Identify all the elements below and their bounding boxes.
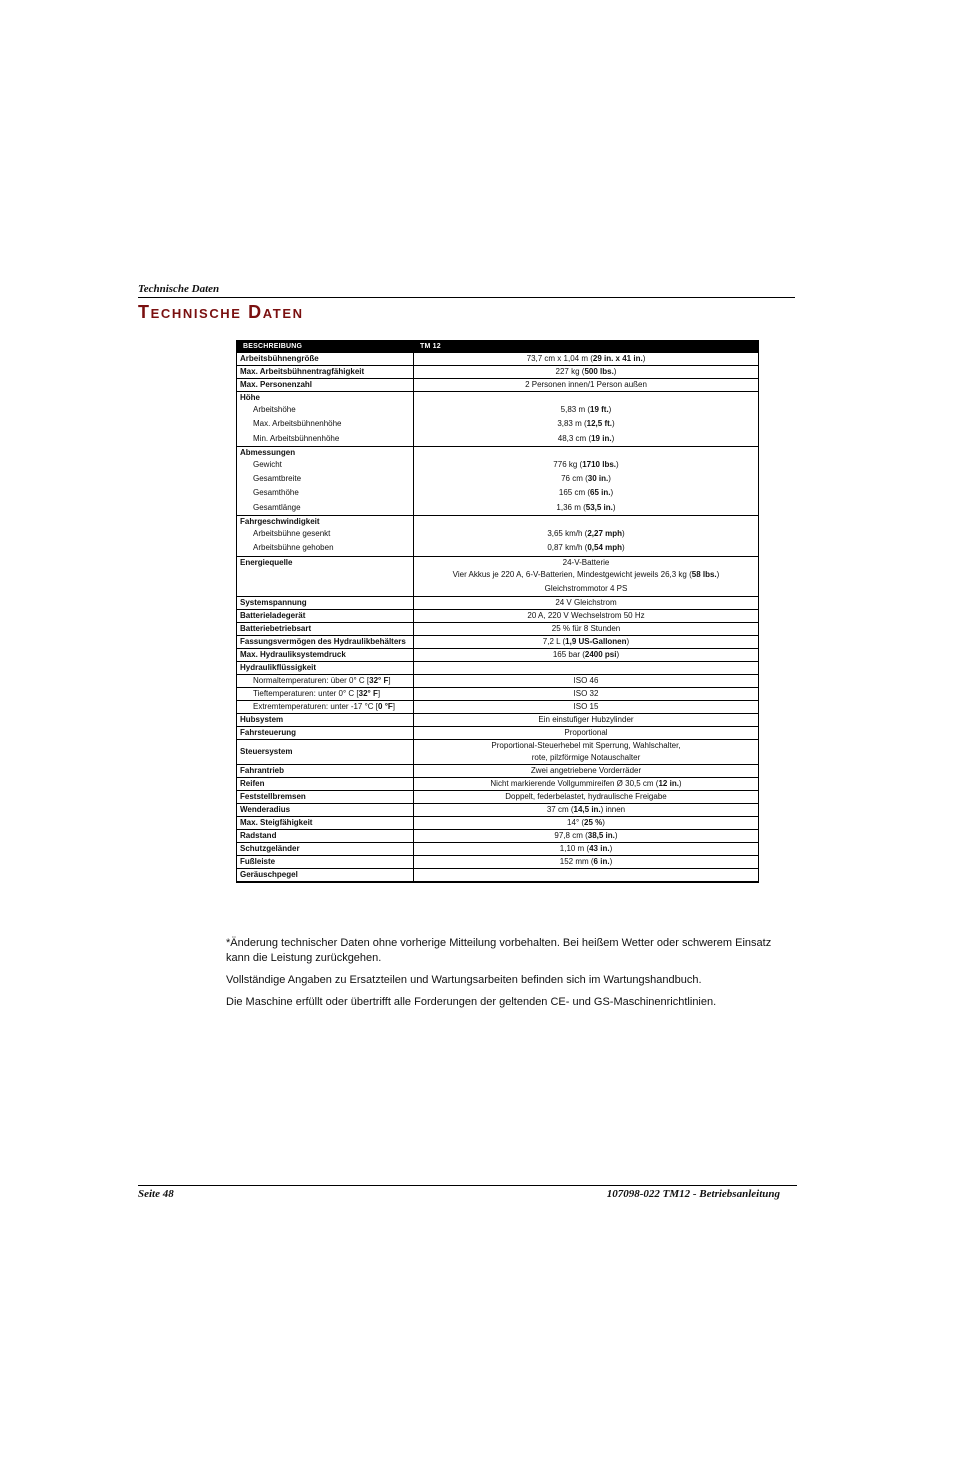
group-labels (237, 446, 414, 515)
group-values (414, 392, 759, 447)
row-value: 227 kg (500 lbs.) (414, 366, 759, 379)
row-value: 1,10 m (43 in.) (414, 843, 759, 856)
group-labels (237, 392, 414, 447)
note-paragraph: Die Maschine erfüllt oder übertrifft alle Forderungen der geltenden CE- und GS-Maschinenrichtlinien. (226, 996, 717, 1008)
row-label: Feststellbremsen (237, 791, 414, 804)
sub-value: 776 kg (1710 lbs.) (553, 459, 619, 469)
row-value: 24 V Gleichstrom (414, 597, 759, 610)
row-label: Steuersystem (237, 740, 414, 765)
row-value: 97,8 cm (38,5 in.) (414, 830, 759, 843)
sub-value: 3,83 m (12,5 ft.) (557, 419, 615, 429)
sub-value: 165 cm (65 in.) (558, 488, 614, 498)
table-row (237, 662, 759, 675)
row-value: 14° (25 %) (414, 817, 759, 830)
row-label: Max. Steigfähigkeit (237, 817, 414, 830)
row-label: Wenderadius (237, 804, 414, 817)
table-row (237, 623, 759, 636)
row-label: Max. Hydrauliksystemdruck (237, 649, 414, 662)
sub-value: 5,83 m (19 ft.) (560, 405, 612, 414)
table-row (237, 778, 759, 791)
sub-label: Gesamtlänge (253, 502, 301, 512)
group-values (414, 516, 759, 557)
group-label: Energiequelle (240, 557, 293, 567)
table-row (237, 379, 759, 392)
row-label: Radstand (237, 830, 414, 843)
row-label: Batterieladegerät (237, 610, 414, 623)
document-id: 107098-022 TM12 - Betriebsanleitung (606, 1188, 780, 1200)
table-row (237, 701, 759, 714)
row-value: 2 Personen innen/1 Person außen (414, 379, 759, 392)
sub-label: Max. Arbeitsbühnenhöhe (253, 419, 342, 429)
table-row-group-fahrgeschwindigkeit (237, 516, 759, 557)
sub-label: Arbeitsbühne gesenkt (253, 529, 331, 539)
header-description: BESCHREIBUNG (237, 341, 414, 353)
row-value: Doppelt, federbelastet, hydraulische Freigabe (414, 791, 759, 804)
sub-value: 1,36 m (53,5 in.) (556, 502, 616, 512)
row-value: 165 bar (2400 psi) (414, 649, 759, 662)
sub-label: Arbeitsbühne gehoben (253, 543, 334, 553)
group-values (414, 446, 759, 515)
page-number: Seite 48 (138, 1188, 174, 1200)
note-paragraph: *Änderung technischer Daten ohne vorherige Mitteilung vorbehalten. Bei heißem Wetter oder schwerem Einsatz kann die Leistung zurückgehen. (226, 937, 772, 964)
table-row (237, 675, 759, 688)
row-value (414, 662, 759, 675)
table-row (237, 791, 759, 804)
row-value: ISO 46 (414, 675, 759, 688)
table-row-group-hoehe (237, 392, 759, 447)
page-footer (138, 1185, 797, 1200)
row-label: Reifen (237, 778, 414, 791)
sub-value: Vier Akkus je 220 A, 6-V-Batterien, Mindestgewicht jeweils 26,3 kg (58 lbs.) (452, 569, 720, 579)
row-value: Zwei angetriebene Vorderräder (414, 765, 759, 778)
running-head: Technische Daten (138, 283, 795, 298)
row-label: Fußleiste (237, 856, 414, 869)
row-value: Ein einstufiger Hubzylinder (414, 714, 759, 727)
sub-value: rote, pilzförmige Notauschalter (531, 753, 641, 763)
table-row (237, 353, 759, 366)
table-row (237, 366, 759, 379)
table-row-group-energiequelle (237, 556, 759, 597)
section-title: Technische Daten (138, 302, 304, 322)
sub-value: 24-V-Batterie (562, 557, 610, 567)
note-paragraph: Vollständige Angaben zu Ersatzteilen und Wartungsarbeiten befinden sich im Wartungshandbuch. (226, 974, 702, 986)
group-label: Fahrgeschwindigkeit (240, 517, 320, 527)
row-label: Batteriebetriebsart (237, 623, 414, 636)
table-row-steuersystem (237, 740, 759, 765)
row-value: Proportional (414, 727, 759, 740)
row-label: Normaltemperaturen: über 0° C [32° F] (237, 675, 414, 688)
row-label: Hubsystem (237, 714, 414, 727)
table-row (237, 610, 759, 623)
row-label: Arbeitsbühnengröße (237, 353, 414, 366)
row-label: Schutzgeländer (237, 843, 414, 856)
row-label: Fahrsteuerung (237, 727, 414, 740)
row-label: Max. Arbeitsbühnentragfähigkeit (237, 366, 414, 379)
row-label: Extremtemperaturen: unter -17 °C [0 °F] (237, 701, 414, 714)
sub-value: 3,65 km/h (2,27 mph) (547, 529, 625, 539)
table-header-row (237, 341, 759, 353)
table-row (237, 636, 759, 649)
row-value: 20 A, 220 V Wechselstrom 50 Hz (414, 610, 759, 623)
table-row (237, 869, 759, 883)
table-row (237, 804, 759, 817)
table-row (237, 843, 759, 856)
group-values (414, 556, 759, 597)
row-value: ISO 32 (414, 688, 759, 701)
group-labels (237, 516, 414, 557)
row-value: ISO 15 (414, 701, 759, 714)
group-labels (237, 556, 414, 597)
sub-value: Gleichstrommotor 4 PS (544, 583, 628, 593)
table-row (237, 714, 759, 727)
row-label: Fassungsvermögen des Hydraulikbehälters (237, 636, 414, 649)
sub-value: 48,3 cm (19 in.) (557, 433, 615, 443)
table-row (237, 688, 759, 701)
sub-label: Gesamtbreite (253, 474, 302, 484)
row-label: Tieftemperaturen: unter 0° C [32° F] (237, 688, 414, 701)
table-row (237, 817, 759, 830)
row-value (414, 869, 759, 883)
row-label: Fahrantrieb (237, 765, 414, 778)
sub-value: 0,87 km/h (0,54 mph) (547, 543, 625, 553)
table-row-group-abmessungen (237, 446, 759, 515)
row-value: Nicht markierende Vollgummireifen Ø 30,5 cm (12 in.) (414, 778, 759, 791)
row-value: 25 % für 8 Stunden (414, 623, 759, 636)
spec-table (236, 340, 759, 883)
sub-value: 76 cm (30 in.) (561, 474, 611, 484)
table-row (237, 649, 759, 662)
sub-label: Gewicht (253, 459, 282, 469)
table-row (237, 856, 759, 869)
table-row (237, 765, 759, 778)
sub-label: Gesamthöhe (253, 488, 299, 498)
table-row (237, 597, 759, 610)
row-value (414, 740, 759, 765)
row-value: 7,2 L (1,9 US-Gallonen) (414, 636, 759, 649)
row-label: Hydraulikflüssigkeit (237, 662, 414, 675)
row-label: Systemspannung (237, 597, 414, 610)
notes (226, 936, 791, 1017)
row-value: 37 cm (14,5 in.) innen (414, 804, 759, 817)
row-label: Max. Personenzahl (237, 379, 414, 392)
row-label: Geräuschpegel (237, 869, 414, 883)
row-value: 73,7 cm x 1,04 m (29 in. x 41 in.) (414, 353, 759, 366)
sub-label: Min. Arbeitsbühnenhöhe (253, 433, 340, 443)
group-label: Abmessungen (240, 447, 296, 457)
header-model: TM 12 (414, 341, 759, 353)
table-row (237, 727, 759, 740)
table-row (237, 830, 759, 843)
sub-value: Proportional-Steuerhebel mit Sperrung, Wahlschalter, (491, 741, 681, 751)
sub-label: Arbeitshöhe (253, 405, 296, 414)
group-label: Höhe (240, 393, 260, 402)
row-value: 152 mm (6 in.) (414, 856, 759, 869)
